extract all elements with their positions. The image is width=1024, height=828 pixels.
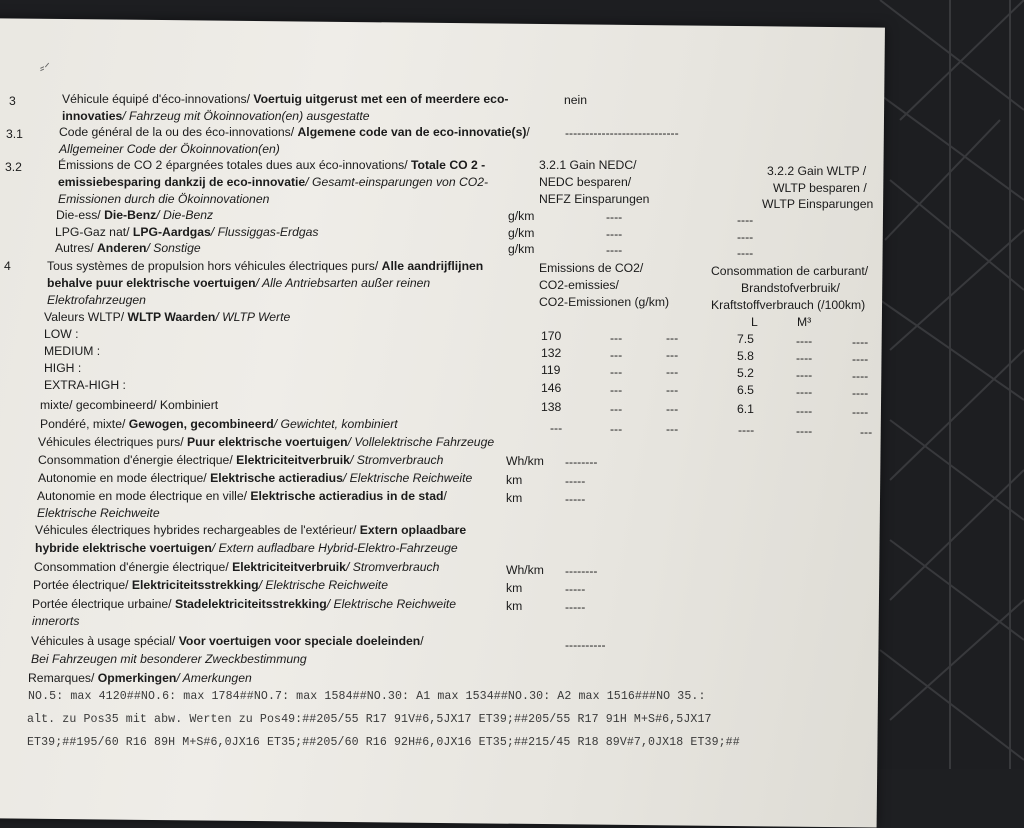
section-3-number: 3 bbox=[9, 94, 16, 108]
phev-range-value: ----- bbox=[565, 582, 586, 596]
wltp-row-c2: --- bbox=[610, 365, 623, 379]
wltp-row-m1: ---- bbox=[796, 404, 813, 418]
fuel-row-diesel-v2: ---- bbox=[737, 213, 754, 227]
wltp-header-2: WLTP besparen / bbox=[773, 181, 867, 195]
section-3-2-line2: emissiebesparing dankzij de eco-innovatie/ Gesamt-einsparungen von CO2- bbox=[58, 175, 489, 189]
section-3-1-line1: Code général de la ou des éco-innovations/ Algemene code van de eco-innovatie(s)/ bbox=[59, 125, 530, 139]
fuel-header-3: Kraftstoffverbrauch (/100km) bbox=[711, 298, 866, 312]
ev-city-range-label2: Elektrische Reichweite bbox=[37, 506, 160, 520]
special-use-value: ---------- bbox=[565, 638, 606, 652]
wltp-row-label: mixte/ gecombineerd/ Kombiniert bbox=[40, 398, 219, 412]
phev-range-label: Portée électrique/ Elektriciteitsstrekking/ Elektrische Reichweite bbox=[33, 578, 388, 592]
wltp-row-label: MEDIUM : bbox=[44, 344, 101, 358]
wltp-row-label: HIGH : bbox=[44, 361, 82, 375]
nedc-header-2: NEDC besparen/ bbox=[539, 175, 632, 189]
fuel-row-other-v1: ---- bbox=[606, 243, 623, 257]
phev-urban-range-unit: km bbox=[506, 599, 523, 613]
wltp-row-m2: ---- bbox=[852, 335, 869, 349]
ev-consumption-label: Consommation d'énergie électrique/ Elektriciteitverbruik/ Stromverbrauch bbox=[38, 453, 444, 467]
section-3-line2: innovaties/ Fahrzeug mit Ökoinnovation(en) ausgestatte bbox=[62, 109, 370, 123]
fuel-row-lpg: LPG-Gaz nat/ LPG-Aardgas/ Flussiggas-Erdgas bbox=[55, 225, 319, 239]
phev-title-1: Véhicules électriques hybrides rechargeables de l'extérieur/ Extern oplaadbare bbox=[35, 523, 467, 537]
wltp-row-liters: 5.2 bbox=[737, 366, 754, 380]
fuel-row-diesel-v1: ---- bbox=[606, 210, 623, 224]
section-3-1-line2: Allgemeiner Code der Ökoinnovation(en) bbox=[59, 142, 280, 156]
remarks-text-line-1: NO.5: max 4120##NO.6: max 1784##NO.7: max 1584##NO.30: A1 max 1534##NO.30: A2 max 1516###NO 35.: bbox=[28, 690, 706, 703]
ev-title: Véhicules électriques purs/ Puur elektrische voertuigen/ Vollelektrische Fahrzeuge bbox=[38, 435, 495, 449]
section-3-line1: Véhicule équipé d'éco-innovations/ Voertuig uitgerust met een of meerdere eco- bbox=[62, 92, 509, 106]
wltp-row-liters: 6.5 bbox=[737, 383, 754, 397]
weighted-label: Pondéré, mixte/ Gewogen, gecombineerd/ Gewichtet, kombiniert bbox=[40, 417, 398, 431]
section-3-value: nein bbox=[564, 93, 588, 107]
wltp-row-m2: ---- bbox=[852, 352, 869, 366]
fuel-row-other: Autres/ Anderen/ Sonstige bbox=[55, 241, 201, 255]
wltp-row-c2: --- bbox=[610, 348, 623, 362]
wltp-row-label: EXTRA-HIGH : bbox=[44, 378, 126, 392]
wltp-row-co2: 132 bbox=[541, 346, 562, 360]
ev-city-range-unit: km bbox=[506, 491, 523, 505]
phev-consumption-value: -------- bbox=[565, 564, 598, 578]
co2-header-3: CO2-Emissionen (g/km) bbox=[539, 295, 670, 309]
fuel-row-lpg-v1: ---- bbox=[606, 227, 623, 241]
section-3-1-value: ---------------------------- bbox=[565, 126, 679, 140]
wltp-row-co2: 138 bbox=[541, 400, 562, 414]
wltp-row-m1: ---- bbox=[796, 351, 813, 365]
remarks-label: Remarques/ Opmerkingen/ Amerkungen bbox=[28, 671, 252, 685]
section-3-2-line1: Émissions de CO 2 épargnées totales dues aux éco-innovations/ Totale CO 2 - bbox=[58, 158, 486, 172]
remarks-text-line-3: ET39;##195/60 R16 89H M+S#6,0JX16 ET35;##205/60 R16 92H#6,0JX16 ET35;##215/45 R18 89V#7,0JX18 ET39;## bbox=[27, 736, 740, 749]
wltp-row-co2: 119 bbox=[541, 363, 561, 377]
wltp-row-m1: ---- bbox=[796, 385, 813, 399]
phev-urban-range-label: Portée électrique urbaine/ Stadelektriciteitsstrekking/ Elektrische Reichweite bbox=[32, 597, 457, 611]
section-4-line1: Tous systèmes de propulsion hors véhicules électriques purs/ Alle aandrijflijnen bbox=[47, 259, 484, 273]
wltp-row-c2: --- bbox=[610, 331, 623, 345]
weighted-c2: --- bbox=[610, 422, 623, 436]
fuel-row-lpg-unit: g/km bbox=[508, 226, 535, 240]
section-3-1-number: 3.1 bbox=[6, 127, 23, 141]
phev-title-2: hybride elektrische voertuigen/ Extern aufladbare Hybrid-Elektro-Fahrzeuge bbox=[35, 541, 458, 555]
wltp-row-m1: ---- bbox=[796, 334, 813, 348]
wltp-row-liters: 5.8 bbox=[737, 349, 754, 363]
weighted-co2: --- bbox=[550, 421, 563, 435]
unit-m3: M³ bbox=[797, 315, 812, 329]
wltp-row-c2: --- bbox=[610, 402, 623, 416]
wltp-header-3: WLTP Einsparungen bbox=[762, 197, 874, 211]
co2-header-1: Emissions de CO2/ bbox=[539, 261, 644, 275]
section-4-line2: behalve puur elektrische voertuigen/ Alle Antriebsarten außer reinen bbox=[47, 276, 431, 290]
weighted-liters: ---- bbox=[738, 423, 755, 437]
ev-city-range-value: ----- bbox=[565, 492, 586, 506]
fuel-row-lpg-v2: ---- bbox=[737, 230, 754, 244]
ev-range-unit: km bbox=[506, 473, 523, 487]
section-3-2-number: 3.2 bbox=[5, 160, 22, 174]
wltp-row-liters: 6.1 bbox=[737, 402, 754, 416]
ev-range-value: ----- bbox=[565, 474, 586, 488]
section-4-line3: Elektrofahrzeugen bbox=[47, 293, 146, 307]
section-3-2-line3: Emissionen durch die Ökoinnovationen bbox=[58, 192, 270, 206]
wltp-row-c3: --- bbox=[666, 348, 679, 362]
phev-urban-range-label2: innerorts bbox=[32, 614, 80, 628]
ev-consumption-value: -------- bbox=[565, 455, 598, 469]
phev-range-unit: km bbox=[506, 581, 523, 595]
fuel-header-2: Brandstofverbruik/ bbox=[741, 281, 840, 295]
remarks-text-line-2: alt. zu Pos35 mit abw. Werten zu Pos49:##205/55 R17 91V#6,5JX17 ET39;##205/55 R17 91H M+S#6,5JX17 bbox=[27, 713, 712, 726]
weighted-m2: --- bbox=[860, 425, 873, 439]
phev-consumption-unit: Wh/km bbox=[506, 563, 544, 577]
wltp-row-liters: 7.5 bbox=[737, 332, 754, 346]
section-4-number: 4 bbox=[4, 259, 11, 273]
fuel-row-other-unit: g/km bbox=[508, 242, 535, 256]
fuel-row-diesel-unit: g/km bbox=[508, 209, 535, 223]
special-use-label: Véhicules à usage spécial/ Voor voertuigen voor speciale doeleinden/ bbox=[31, 634, 424, 648]
wltp-row-c3: --- bbox=[666, 365, 679, 379]
wltp-values-label: Valeurs WLTP/ WLTP Waarden/ WLTP Werte bbox=[44, 310, 291, 324]
wltp-row-c3: --- bbox=[666, 383, 679, 397]
phev-consumption-label: Consommation d'énergie électrique/ Elektriciteitverbruik/ Stromverbrauch bbox=[34, 560, 440, 574]
wltp-row-co2: 146 bbox=[541, 381, 562, 395]
wltp-row-c2: --- bbox=[610, 383, 623, 397]
fuel-row-other-v2: ---- bbox=[737, 246, 754, 260]
pen-mark: ⸗ᐟ bbox=[40, 60, 50, 75]
special-use-label2: Bei Fahrzeugen mit besonderer Zweckbestimmung bbox=[31, 652, 307, 666]
wltp-row-m2: ---- bbox=[852, 369, 869, 383]
weighted-c3: --- bbox=[666, 422, 679, 436]
phev-urban-range-value: ----- bbox=[565, 600, 586, 614]
fuel-header-1: Consommation de carburant/ bbox=[711, 264, 869, 278]
weighted-m1: ---- bbox=[796, 424, 813, 438]
ev-city-range-label: Autonomie en mode électrique en ville/ Elektrische actieradius in de stad/ bbox=[37, 489, 447, 503]
wltp-row-m2: ---- bbox=[852, 386, 869, 400]
unit-liters: L bbox=[751, 315, 758, 329]
ev-consumption-unit: Wh/km bbox=[506, 454, 544, 468]
nedc-header-3: NEFZ Einsparungen bbox=[539, 192, 650, 206]
nedc-header-1: 3.2.1 Gain NEDC/ bbox=[539, 158, 637, 172]
wltp-header-1: 3.2.2 Gain WLTP / bbox=[767, 164, 867, 178]
wltp-row-c3: --- bbox=[666, 402, 679, 416]
wltp-row-c3: --- bbox=[666, 331, 679, 345]
fuel-row-diesel: Die-ess/ Die-Benz/ Die-Benz bbox=[56, 208, 214, 222]
wltp-row-co2: 170 bbox=[541, 329, 562, 343]
wltp-row-label: LOW : bbox=[44, 327, 79, 341]
co2-header-2: CO2-emissies/ bbox=[539, 278, 619, 292]
wltp-row-m2: ---- bbox=[852, 405, 869, 419]
ev-range-label: Autonomie en mode électrique/ Elektrische actieradius/ Elektrische Reichweite bbox=[38, 471, 473, 485]
wltp-row-m1: ---- bbox=[796, 368, 813, 382]
